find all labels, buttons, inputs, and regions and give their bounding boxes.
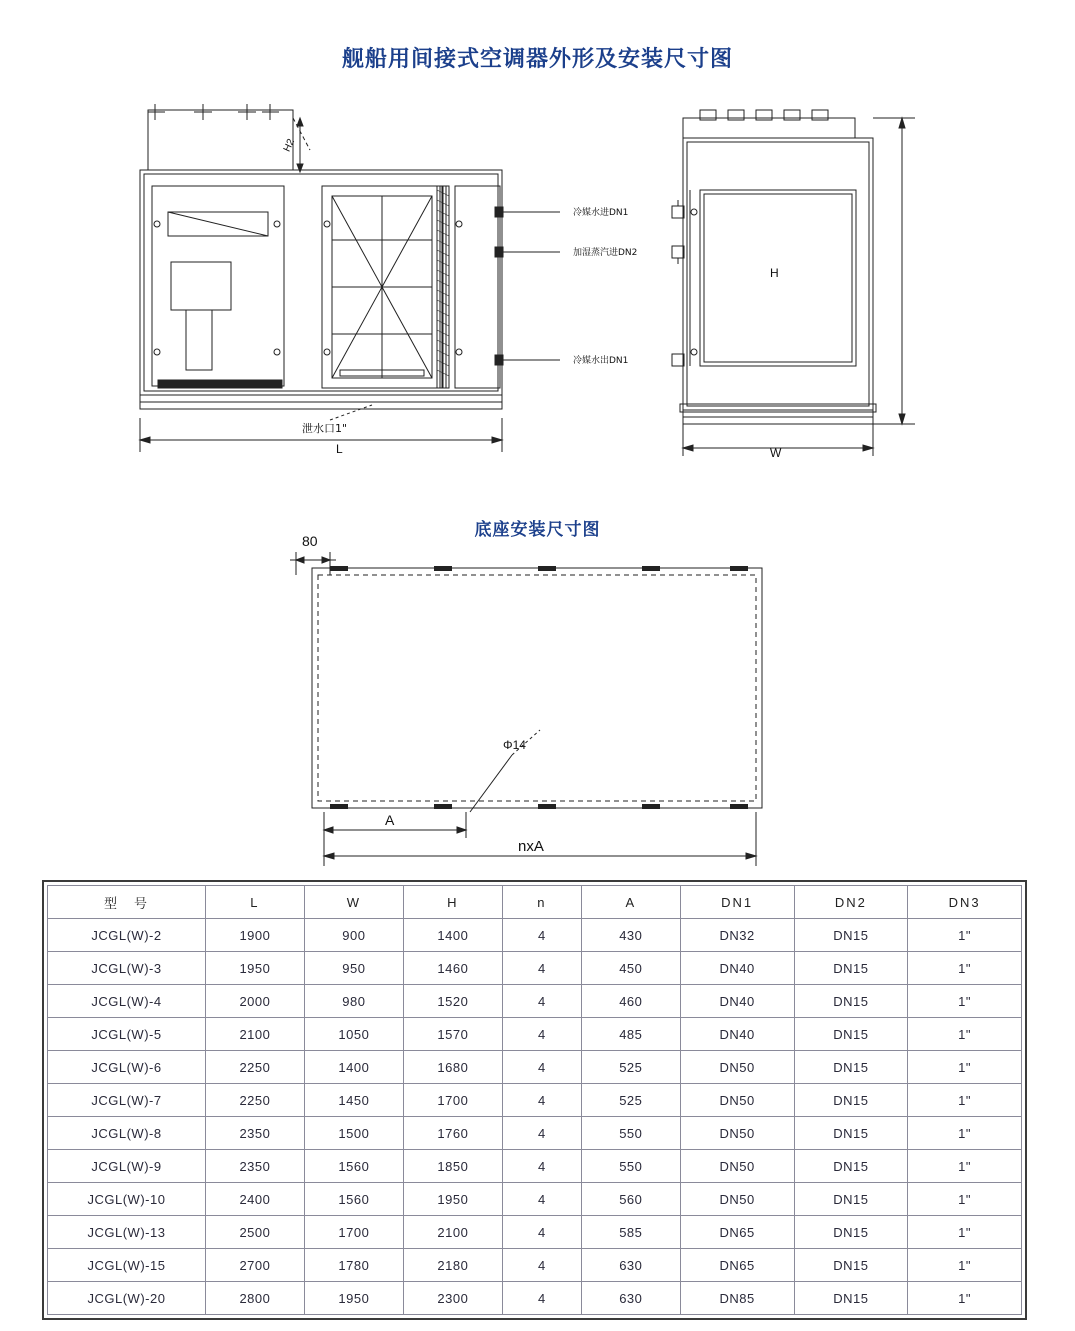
cell-w: 1560 — [304, 1183, 403, 1216]
cell-model: JCGL(W)-9 — [48, 1150, 206, 1183]
cell-w: 1950 — [304, 1282, 403, 1315]
cell-h: 1950 — [403, 1183, 502, 1216]
cell-w: 1050 — [304, 1018, 403, 1051]
cell-l: 2700 — [205, 1249, 304, 1282]
cell-h: 1460 — [403, 952, 502, 985]
cell-n: 4 — [502, 952, 581, 985]
cell-dn3: 1" — [908, 1249, 1022, 1282]
dimension-label-nxA: nxA — [518, 838, 544, 855]
cell-h: 2300 — [403, 1282, 502, 1315]
cell-n: 4 — [502, 1117, 581, 1150]
column-header-h: H — [403, 886, 502, 919]
cell-dn2: DN15 — [794, 1084, 908, 1117]
cell-dn2: DN15 — [794, 1183, 908, 1216]
cell-dn1: DN50 — [680, 1051, 794, 1084]
cell-w: 1700 — [304, 1216, 403, 1249]
column-header-dn3: DN3 — [908, 886, 1022, 919]
page-title: 舰船用间接式空调器外形及安装尺寸图 — [341, 47, 733, 72]
cell-dn3: 1" — [908, 1084, 1022, 1117]
callout-chilled-water-in: 冷媒水进DN1 — [573, 208, 629, 218]
cell-a: 525 — [581, 1084, 680, 1117]
cell-l: 2250 — [205, 1084, 304, 1117]
cell-model: JCGL(W)-4 — [48, 985, 206, 1018]
cell-dn3: 1" — [908, 1018, 1022, 1051]
cell-h: 1760 — [403, 1117, 502, 1150]
cell-n: 4 — [502, 919, 581, 952]
cell-w: 1560 — [304, 1150, 403, 1183]
table-row — [48, 1150, 1022, 1183]
cell-dn3: 1" — [908, 1216, 1022, 1249]
dimension-label-H2: H2 — [281, 137, 298, 154]
column-header-dn1: DN1 — [680, 886, 794, 919]
cell-dn1: DN85 — [680, 1282, 794, 1315]
cell-dn2: DN15 — [794, 1018, 908, 1051]
column-header-model: 型 号 — [48, 886, 206, 919]
cell-l: 1950 — [205, 952, 304, 985]
cell-h: 1520 — [403, 985, 502, 1018]
cell-a: 560 — [581, 1183, 680, 1216]
table-row — [48, 985, 1022, 1018]
cell-dn3: 1" — [908, 1282, 1022, 1315]
table-row — [48, 919, 1022, 952]
cell-dn1: DN50 — [680, 1183, 794, 1216]
cell-dn2: DN15 — [794, 1249, 908, 1282]
cell-a: 550 — [581, 1150, 680, 1183]
column-header-a: A — [581, 886, 680, 919]
specification-table — [42, 880, 1027, 1320]
dimension-label-A: A — [385, 812, 395, 828]
cell-model: JCGL(W)-5 — [48, 1018, 206, 1051]
cell-n: 4 — [502, 1282, 581, 1315]
dimension-label-L: L — [336, 442, 343, 456]
cell-dn1: DN32 — [680, 919, 794, 952]
callout-drain: 泄水口1" — [302, 422, 348, 435]
cell-dn2: DN15 — [794, 952, 908, 985]
table-row — [48, 1249, 1022, 1282]
cell-h: 2100 — [403, 1216, 502, 1249]
cell-dn1: DN50 — [680, 1084, 794, 1117]
table-row — [48, 1183, 1022, 1216]
cell-w: 1500 — [304, 1117, 403, 1150]
cell-a: 485 — [581, 1018, 680, 1051]
cell-model: JCGL(W)-6 — [48, 1051, 206, 1084]
cell-dn2: DN15 — [794, 985, 908, 1018]
cell-model: JCGL(W)-13 — [48, 1216, 206, 1249]
cell-a: 585 — [581, 1216, 680, 1249]
cell-w: 900 — [304, 919, 403, 952]
callout-chilled-water-out: 冷媒水出DN1 — [573, 356, 629, 366]
table-row — [48, 1084, 1022, 1117]
cell-a: 630 — [581, 1282, 680, 1315]
table-row — [48, 1216, 1022, 1249]
cell-dn2: DN15 — [794, 1051, 908, 1084]
cell-n: 4 — [502, 985, 581, 1018]
cell-dn3: 1" — [908, 1051, 1022, 1084]
table-row — [48, 1282, 1022, 1315]
cell-dn2: DN15 — [794, 919, 908, 952]
cell-n: 4 — [502, 1249, 581, 1282]
cell-a: 630 — [581, 1249, 680, 1282]
cell-w: 980 — [304, 985, 403, 1018]
callout-humidify-steam-in: 加湿蒸汽进DN2 — [573, 248, 638, 258]
cell-model: JCGL(W)-10 — [48, 1183, 206, 1216]
cell-n: 4 — [502, 1150, 581, 1183]
cell-l: 2350 — [205, 1150, 304, 1183]
dimension-label-H: H — [770, 266, 779, 280]
cell-l: 2350 — [205, 1117, 304, 1150]
column-header-dn2: DN2 — [794, 886, 908, 919]
cell-l: 2500 — [205, 1216, 304, 1249]
cell-h: 1680 — [403, 1051, 502, 1084]
column-header-w: W — [304, 886, 403, 919]
table-row — [48, 1117, 1022, 1150]
cell-dn3: 1" — [908, 1150, 1022, 1183]
cell-w: 1400 — [304, 1051, 403, 1084]
cell-a: 525 — [581, 1051, 680, 1084]
table-row — [48, 1018, 1022, 1051]
cell-n: 4 — [502, 1183, 581, 1216]
cell-dn3: 1" — [908, 1117, 1022, 1150]
cell-h: 1570 — [403, 1018, 502, 1051]
cell-h: 2180 — [403, 1249, 502, 1282]
cell-dn2: DN15 — [794, 1150, 908, 1183]
cell-a: 450 — [581, 952, 680, 985]
cell-w: 950 — [304, 952, 403, 985]
cell-dn2: DN15 — [794, 1216, 908, 1249]
cell-l: 2000 — [205, 985, 304, 1018]
cell-l: 2250 — [205, 1051, 304, 1084]
cell-dn3: 1" — [908, 952, 1022, 985]
table-header-row — [48, 886, 1022, 919]
cell-n: 4 — [502, 1216, 581, 1249]
cell-model: JCGL(W)-3 — [48, 952, 206, 985]
column-header-l: L — [205, 886, 304, 919]
cell-dn1: DN40 — [680, 985, 794, 1018]
cell-h: 1400 — [403, 919, 502, 952]
cell-a: 460 — [581, 985, 680, 1018]
cell-h: 1850 — [403, 1150, 502, 1183]
cell-model: JCGL(W)-20 — [48, 1282, 206, 1315]
dimension-label-hole: Φ14 — [503, 738, 526, 752]
column-header-n: n — [502, 886, 581, 919]
cell-dn2: DN15 — [794, 1282, 908, 1315]
cell-l: 2800 — [205, 1282, 304, 1315]
cell-n: 4 — [502, 1051, 581, 1084]
cell-model: JCGL(W)-2 — [48, 919, 206, 952]
table-row — [48, 1051, 1022, 1084]
cell-l: 2400 — [205, 1183, 304, 1216]
cell-l: 1900 — [205, 919, 304, 952]
cell-dn3: 1" — [908, 1183, 1022, 1216]
dimension-label-80: 80 — [302, 533, 318, 549]
cell-n: 4 — [502, 1018, 581, 1051]
dimension-label-W: W — [770, 446, 782, 460]
cell-a: 550 — [581, 1117, 680, 1150]
cell-model: JCGL(W)-15 — [48, 1249, 206, 1282]
cell-dn3: 1" — [908, 985, 1022, 1018]
cell-w: 1780 — [304, 1249, 403, 1282]
cell-dn1: DN40 — [680, 952, 794, 985]
cell-dn3: 1" — [908, 919, 1022, 952]
cell-dn1: DN50 — [680, 1150, 794, 1183]
cell-dn1: DN50 — [680, 1117, 794, 1150]
cell-model: JCGL(W)-8 — [48, 1117, 206, 1150]
cell-n: 4 — [502, 1084, 581, 1117]
cell-dn1: DN65 — [680, 1249, 794, 1282]
cell-dn2: DN15 — [794, 1117, 908, 1150]
cell-a: 430 — [581, 919, 680, 952]
cell-dn1: DN40 — [680, 1018, 794, 1051]
table-row — [48, 952, 1022, 985]
cell-h: 1700 — [403, 1084, 502, 1117]
cell-l: 2100 — [205, 1018, 304, 1051]
cell-model: JCGL(W)-7 — [48, 1084, 206, 1117]
cell-w: 1450 — [304, 1084, 403, 1117]
section-title-base-mounting: 底座安装尺寸图 — [474, 520, 601, 540]
cell-dn1: DN65 — [680, 1216, 794, 1249]
